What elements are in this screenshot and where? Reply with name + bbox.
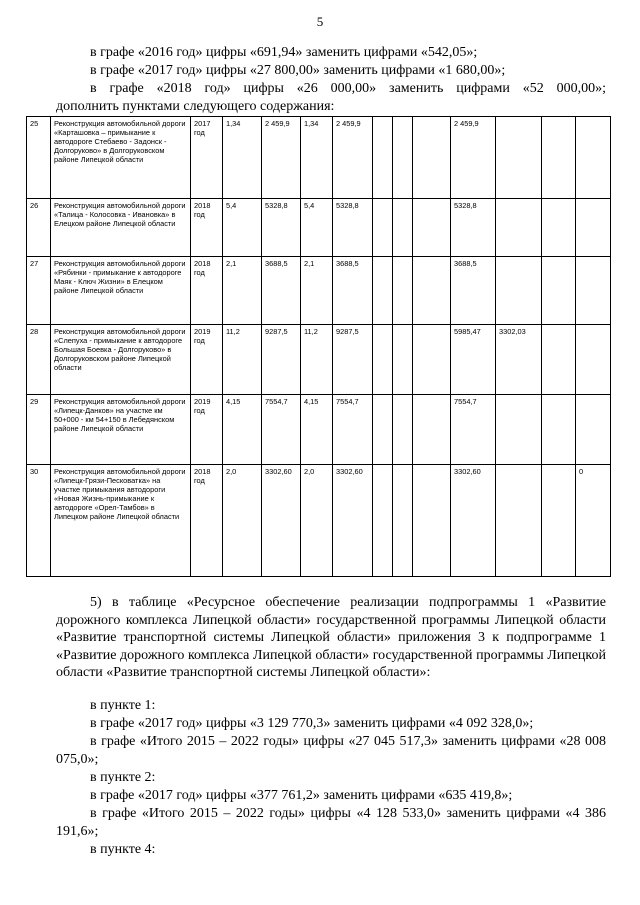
table-cell: 2019 год — [191, 395, 223, 465]
table-row — [27, 325, 611, 395]
table-cell — [373, 257, 393, 325]
table-cell — [576, 199, 611, 257]
table-cell: 2018 год — [191, 465, 223, 577]
table-cell: 3302,03 — [496, 325, 542, 395]
table-cell — [413, 395, 451, 465]
table-cell: 29 — [27, 395, 51, 465]
table-cell: Реконструкция автомобильной дороги «Талица - Колосовка - Ивановка» в Елецком районе Липецкой области — [51, 199, 191, 257]
table-cell: Реконструкция автомобильной дороги «Карташовка – примыкание к автодороге Стебаево - Задонск - Долгоруково» в Долгоруковском районе Липецкой области — [51, 117, 191, 199]
table-cell: 26 — [27, 199, 51, 257]
table-cell: 5,4 — [301, 199, 333, 257]
table-cell: 2019 год — [191, 325, 223, 395]
table-cell — [393, 257, 413, 325]
table-cell — [393, 117, 413, 199]
table-cell: 2,0 — [301, 465, 333, 577]
table-cell — [542, 199, 576, 257]
item2-line2: в графе «Итого 2015 – 2022 годы» цифры «4 128 533,0» заменить цифрами «4 386 191,6»; — [56, 806, 606, 839]
table-cell — [413, 199, 451, 257]
table-cell: 0 — [576, 465, 611, 577]
table-cell: Реконструкция автомобильной дороги «Липецк-Данков» на участке км 50+000 - км 54+150 в Лебедянском районе Липецкой области — [51, 395, 191, 465]
table-cell — [542, 395, 576, 465]
table-cell: 4,15 — [301, 395, 333, 465]
table-cell — [496, 465, 542, 577]
table-cell — [373, 395, 393, 465]
table-cell: 27 — [27, 257, 51, 325]
table-cell: 1,34 — [301, 117, 333, 199]
table-cell: 30 — [27, 465, 51, 577]
intro-line-2: в графе «2017 год» цифры «27 800,00» заменить цифрами «1 680,00»; — [90, 63, 506, 78]
table-cell — [576, 395, 611, 465]
table-row — [27, 465, 611, 577]
table-cell: Реконструкция автомобильной дороги «Липецк-Грязи-Песковатка» на участке примыкания автодороги «Новая Жизнь-примыкание к автодороге «Орел-Тамбов» в Липецком районе Липецкой области — [51, 465, 191, 577]
item2-line1: в графе «2017 год» цифры «377 761,2» заменить цифрами «635 419,8»; — [90, 788, 513, 803]
page-number: 5 — [316, 14, 324, 29]
table-cell — [393, 325, 413, 395]
table-cell — [373, 325, 393, 395]
table-cell — [496, 117, 542, 199]
table-cell: 5328,8 — [262, 199, 301, 257]
table-cell: 2017 год — [191, 117, 223, 199]
table-cell — [373, 465, 393, 577]
table-cell: 3688,5 — [333, 257, 373, 325]
table-cell — [496, 257, 542, 325]
table-cell: 3688,5 — [262, 257, 301, 325]
table-row — [27, 199, 611, 257]
table-cell: 28 — [27, 325, 51, 395]
table-cell — [393, 465, 413, 577]
table-cell — [393, 199, 413, 257]
table-cell: 2018 год — [191, 257, 223, 325]
table-cell — [542, 257, 576, 325]
table-cell — [413, 465, 451, 577]
table-cell: 3302,60 — [451, 465, 496, 577]
table-cell: 2,1 — [223, 257, 262, 325]
item2-heading: в пункте 2: — [90, 770, 156, 785]
table-cell: 4,15 — [223, 395, 262, 465]
table-row — [27, 395, 611, 465]
item4-heading: в пункте 4: — [90, 842, 156, 857]
table-row — [27, 257, 611, 325]
table-cell: 7554,7 — [451, 395, 496, 465]
table-cell: 2,0 — [223, 465, 262, 577]
table-cell: 2 459,9 — [451, 117, 496, 199]
table-cell: 5985,47 — [451, 325, 496, 395]
table-cell — [542, 465, 576, 577]
table-cell — [413, 325, 451, 395]
table-cell: 7554,7 — [262, 395, 301, 465]
table-cell — [393, 395, 413, 465]
intro-line-4: дополнить пунктами следующего содержания: — [56, 99, 335, 114]
table-cell: 5328,8 — [451, 199, 496, 257]
table-cell — [576, 257, 611, 325]
intro-line-1: в графе «2016 год» цифры «691,94» заменить цифрами «542,05»; — [90, 45, 478, 60]
table-cell — [496, 199, 542, 257]
table-cell: 7554,7 — [333, 395, 373, 465]
table-cell — [496, 395, 542, 465]
table-cell — [542, 325, 576, 395]
table-cell — [576, 117, 611, 199]
table-cell — [413, 117, 451, 199]
table-cell: 2,1 — [301, 257, 333, 325]
table-cell: 2 459,9 — [262, 117, 301, 199]
item1-heading: в пункте 1: — [90, 698, 156, 713]
table-cell: 3302,60 — [262, 465, 301, 577]
table-cell: 9287,5 — [333, 325, 373, 395]
table-cell — [413, 257, 451, 325]
table-cell — [542, 117, 576, 199]
table-cell: Реконструкция автомобильной дороги «Рябинки - примыкание к автодороге Маяк - Ключ Жизни» в Елецком районе Липецкой области — [51, 257, 191, 325]
table-cell: 11,2 — [223, 325, 262, 395]
table-cell: 5328,8 — [333, 199, 373, 257]
item1-line1: в графе «2017 год» цифры «3 129 770,3» заменить цифрами «4 092 328,0»; — [90, 716, 534, 731]
table-cell: Реконструкция автомобильной дороги «Слепуха - примыкание к автодороге Большая Боевка - Долгоруково» в Долгоруковском районе Липецкой области — [51, 325, 191, 395]
table-cell: 2018 год — [191, 199, 223, 257]
table-cell: 9287,5 — [262, 325, 301, 395]
table-cell: 1,34 — [223, 117, 262, 199]
section-5-text: 5) в таблице «Ресурсное обеспечение реализации подпрограммы 1 «Развитие дорожного комплекса Липецкой области» государственной программы Липецкой области «Развитие транспортной системы Липецкой области» приложения 3 к подпрограмме 1 «Развитие дорожного комплекса Липецкой области» государственной программы Липецкой области «Развитие транспортной системы Липецкой области»: — [56, 595, 606, 680]
table-cell — [373, 199, 393, 257]
table-cell: 11,2 — [301, 325, 333, 395]
table-cell — [576, 325, 611, 395]
table-cell: 2 459,9 — [333, 117, 373, 199]
roads-table — [26, 116, 611, 577]
table-cell: 25 — [27, 117, 51, 199]
table-cell: 5,4 — [223, 199, 262, 257]
table-cell — [373, 117, 393, 199]
table-row — [27, 117, 611, 199]
intro-line-3: в графе «2018 год» цифры «26 000,00» заменить цифрами «52 000,00»; — [90, 81, 606, 96]
table-cell: 3302,60 — [333, 465, 373, 577]
table-cell: 3688,5 — [451, 257, 496, 325]
item1-line2: в графе «Итого 2015 – 2022 годы» цифры «27 045 517,3» заменить цифрами «28 008 075,0»; — [56, 734, 606, 767]
